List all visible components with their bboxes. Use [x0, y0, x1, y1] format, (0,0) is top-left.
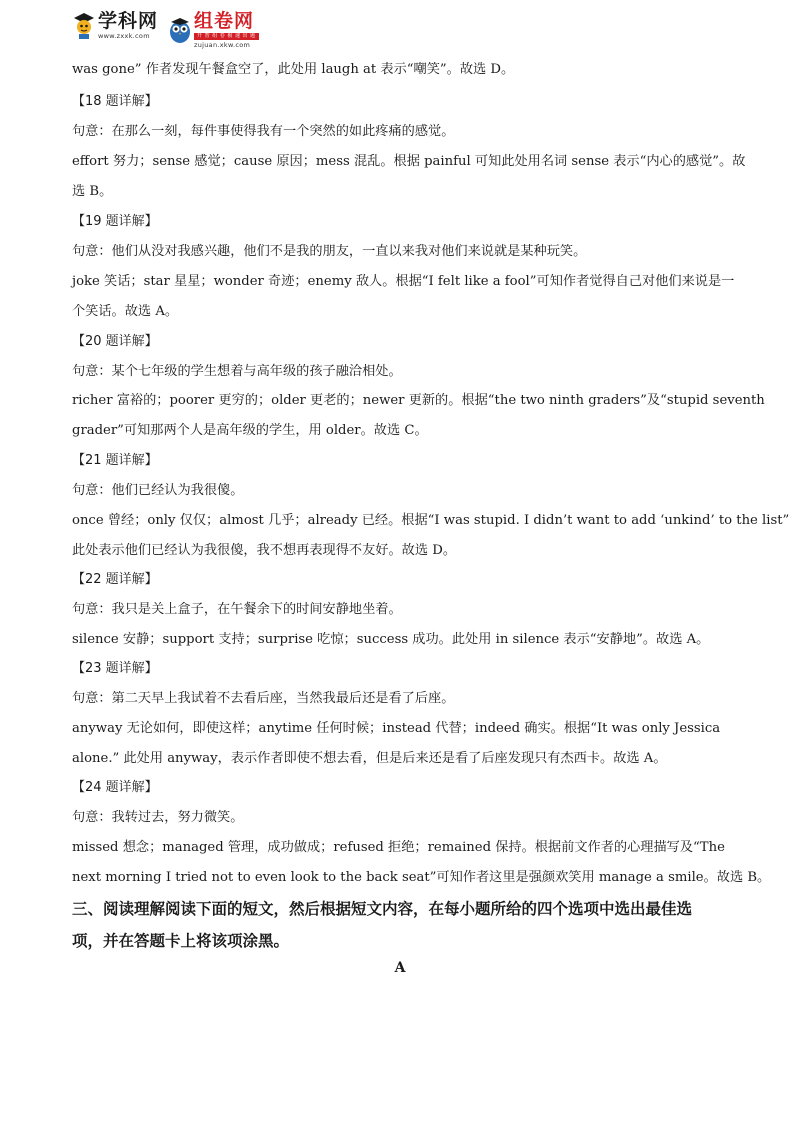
question-heading-19: 【19 题详解】 — [72, 214, 158, 229]
page-header — [72, 12, 259, 48]
paragraph-line: missed 想念；managed 管理，成功做成；refused 拒绝；remained 保持。根据前文作者的心理描写及“The — [72, 840, 725, 855]
paragraph-line: was gone” 作者发现午餐盒空了，此处用 laugh at 表示“嘲笑”。故选 D。 — [72, 62, 515, 77]
paragraph-line: silence 安静；support 支持；surprise 吃惊；success 成功。此处用 in silence 表示“安静地”。故选 A。 — [72, 632, 710, 647]
mascot-icon — [72, 12, 96, 40]
question-heading-22: 【22 题详解】 — [72, 572, 158, 587]
paragraph-line: 句意：第二天早上我试着不去看后座，当然我最后还是看了后座。 — [72, 691, 455, 706]
zujuan-logo-url: zujuan.xkw.com — [194, 41, 251, 49]
paragraph-line: grader”可知那两个人是高年级的学生，用 older。故选 C。 — [72, 423, 428, 438]
paragraph-line: 句意：他们已经认为我很傻。 — [72, 483, 244, 498]
paragraph-line: 此处表示他们已经认为我很傻，我不想再表现得不友好。故选 D。 — [72, 543, 457, 558]
paragraph-line: once 曾经；only 仅仅；almost 几乎；already 已经。根据“I was stupid. I didn’t want to add ‘unkind’ to the list” — [72, 513, 790, 528]
zujuan-logo-name: 组卷网 — [194, 10, 255, 32]
paragraph-line: effort 努力；sense 感觉；cause 原因；mess 混乱。根据 painful 可知此处用名词 sense 表示“内心的感觉”。故 — [72, 154, 746, 169]
paragraph-line: 选 B。 — [72, 184, 113, 199]
zxxk-logo — [72, 12, 158, 40]
question-heading-23: 【23 题详解】 — [72, 661, 158, 676]
section-title-cont: 项，并在答题卡上将该项涂黑。 — [72, 932, 290, 950]
zujuan-logo-tagline: 开 智 组 卷 极 速 出 题 — [194, 33, 259, 40]
paragraph-line: 句意：在那么一刻，每件事使得我有一个突然的如此疼痛的感觉。 — [72, 124, 455, 139]
paragraph-line: joke 笑话；star 星星；wonder 奇迹；enemy 敌人。根据“I felt like a fool”可知作者觉得自己对他们来说是一 — [72, 274, 735, 289]
passage-label: A — [394, 960, 406, 976]
paragraph-line: 句意：我只是关上盒子，在午餐余下的时间安静地坐着。 — [72, 602, 402, 617]
question-heading-20: 【20 题详解】 — [72, 334, 158, 349]
zujuan-logo — [168, 12, 259, 49]
section-title: 三、阅读理解阅读下面的短文，然后根据短文内容，在每小题所给的四个选项中选出最佳选 — [72, 900, 693, 918]
paragraph-line: 个笑话。故选 A。 — [72, 304, 179, 319]
owl-icon — [168, 16, 192, 44]
paragraph-line: alone.” 此处用 anyway，表示作者即使不想去看，但是后来还是看了后座发现只有杰西卡。故选 A。 — [72, 751, 667, 766]
paragraph-line: anyway 无论如何，即使这样；anytime 任何时候；instead 代替；indeed 确实。根据“It was only Jessica — [72, 721, 721, 736]
paragraph-line: next morning I tried not to even look to the back seat”可知作者这里是强颜欢笑用 manage a smile。故选 B。 — [72, 870, 771, 885]
paragraph-line: 句意：我转过去，努力微笑。 — [72, 810, 244, 825]
zxxk-logo-url: www.zxxk.com — [98, 32, 150, 41]
paragraph-line: 句意：他们从没对我感兴趣，他们不是我的朋友，一直以来我对他们来说就是某种玩笑。 — [72, 244, 587, 259]
question-heading-24: 【24 题详解】 — [72, 780, 158, 795]
question-heading-21: 【21 题详解】 — [72, 453, 158, 468]
zxxk-logo-name: 学科网 — [98, 10, 159, 33]
question-heading-18: 【18 题详解】 — [72, 94, 158, 109]
paragraph-line: richer 富裕的；poorer 更穷的；older 更老的；newer 更新的。根据“the two ninth graders”及“stupid seventh — [72, 393, 765, 408]
paragraph-line: 句意：某个七年级的学生想着与高年级的孩子融洽相处。 — [72, 364, 402, 379]
